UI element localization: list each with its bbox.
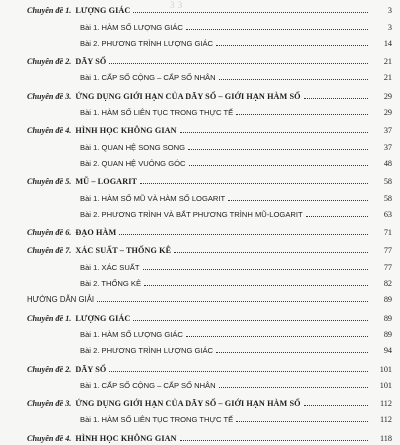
chapter-title: ỨNG DỤNG GIỚI HẠN CỦA DÃY SỐ – GIỚI HẠN HÀM SỐ: [75, 91, 301, 101]
page-number: 58: [383, 177, 392, 187]
dot-leader: [174, 252, 368, 253]
page-number: 37: [383, 126, 392, 136]
dot-leader: [186, 336, 368, 337]
dot-leader: [180, 132, 368, 133]
toc-chapter-row: [0, 308, 400, 324]
page-number: 94: [383, 346, 392, 356]
page-number: 48: [383, 158, 392, 168]
lesson-title: Bài 1. QUAN HỆ SONG SONG: [80, 142, 186, 152]
page-number: 29: [383, 91, 392, 101]
toc-lesson-row: [0, 17, 400, 33]
dot-leader: [188, 149, 368, 150]
toc-entry-text: [0, 314, 130, 323]
page-number: 112: [380, 415, 392, 425]
page-number: 118: [380, 433, 392, 443]
chapter-label: Chuyên đề 1.: [27, 313, 72, 323]
chapter-title: HÌNH HỌC KHÔNG GIAN: [75, 433, 177, 443]
chapter-label: Chuyên đề 6.: [27, 228, 72, 238]
toc-entry-text: [0, 143, 185, 152]
toc-chapter-row: [0, 223, 400, 239]
toc-entry-text: [0, 263, 140, 272]
toc-lesson-row: [0, 34, 400, 50]
chapter-title: HÌNH HỌC KHÔNG GIAN: [75, 126, 177, 136]
toc-entry-text: [0, 330, 183, 339]
toc-entry-text: [0, 39, 213, 48]
page-number: 21: [383, 73, 392, 83]
toc-entry-text: [0, 295, 94, 304]
page-number: 112: [380, 399, 392, 409]
toc-lesson-row: [0, 410, 400, 426]
dot-leader: [109, 63, 368, 64]
toc-lesson-row: [0, 341, 400, 357]
toc-chapter-row: [0, 172, 400, 188]
page-number: 77: [383, 246, 392, 256]
chapter-title: DÃY SỐ: [75, 57, 107, 67]
dot-leader: [304, 405, 368, 406]
toc-chapter-row: [0, 121, 400, 137]
toc-lesson-row: [0, 188, 400, 204]
dot-leader: [219, 79, 368, 80]
dot-leader: [228, 200, 368, 201]
toc-entry-text: [0, 228, 116, 237]
page-number: 82: [383, 279, 392, 289]
chapter-title: LƯỢNG GIÁC: [75, 6, 131, 16]
dot-leader: [306, 216, 368, 217]
dot-leader: [97, 301, 368, 302]
page-number: 21: [383, 57, 392, 67]
toc-entry-text: [0, 434, 177, 443]
lesson-title: Bài 1. CẤP SỐ CỘNG – CẤP SỐ NHÂN: [80, 73, 216, 83]
toc-entry-text: [0, 210, 303, 219]
chapter-label: Chuyên đề 7.: [27, 246, 72, 256]
dot-leader: [133, 12, 368, 13]
lesson-title: Bài 2. THỐNG KÊ: [80, 279, 142, 289]
dot-leader: [144, 285, 368, 286]
table-of-contents: [0, 1, 400, 445]
toc-section-row: [0, 290, 400, 306]
page-number: 89: [383, 313, 392, 323]
dot-leader: [180, 440, 368, 441]
lesson-title: Bài 1. HÀM SỐ LIÊN TỤC TRONG THỰC TẾ: [80, 108, 234, 118]
chapter-title: ỨNG DỤNG GIỚI HẠN CỦA DÃY SỐ – GIỚI HẠN HÀM SỐ: [75, 399, 301, 409]
page-number: 3: [387, 6, 392, 16]
chapter-label: Chuyên đề 4.: [27, 126, 72, 136]
chapter-label: Chuyên đề 2.: [27, 364, 72, 374]
dot-leader: [119, 234, 368, 235]
chapter-title: MŨ – LOGARIT: [75, 177, 138, 187]
dot-leader: [236, 114, 368, 115]
toc-lesson-row: [0, 325, 400, 341]
toc-entry-text: [0, 23, 183, 32]
page-number: 58: [383, 193, 392, 203]
toc-lesson-row: [0, 205, 400, 221]
toc-lesson-row: [0, 103, 400, 119]
page-number: 14: [383, 38, 392, 48]
chapter-title: ĐẠO HÀM: [75, 228, 117, 238]
page-number: 29: [383, 108, 392, 118]
toc-chapter-row: [0, 1, 400, 17]
lesson-title: Bài 1. CẤP SỐ CỘNG – CẤP SỐ NHÂN: [80, 380, 216, 390]
toc-entry-text: [0, 194, 225, 203]
toc-entry-text: [0, 92, 301, 101]
dot-leader: [133, 320, 368, 321]
toc-entry-text: [0, 73, 216, 82]
toc-entry-text: [0, 415, 233, 424]
chapter-title: XÁC SUẤT – THỐNG KÊ: [75, 246, 172, 256]
toc-entry-text: [0, 346, 213, 355]
toc-entry-text: [0, 126, 177, 135]
page-number: 3: [387, 22, 392, 32]
toc-chapter-row: [0, 86, 400, 102]
dot-leader: [216, 352, 368, 353]
dot-leader: [189, 165, 369, 166]
chapter-label: Chuyên đề 5.: [27, 177, 72, 187]
toc-entry-text: [0, 159, 186, 168]
page-number: 89: [383, 295, 392, 305]
lesson-title: Bài 1. HÀM SỐ LƯỢNG GIÁC: [80, 22, 183, 32]
toc-entry-text: [0, 108, 233, 117]
toc-chapter-row: [0, 394, 400, 410]
lesson-title: Bài 1. XÁC SUẤT: [80, 262, 140, 272]
toc-chapter-row: [0, 241, 400, 257]
toc-entry-text: [0, 279, 141, 288]
toc-entry-text: [0, 365, 106, 374]
page-number: 89: [383, 329, 392, 339]
toc-chapter-row: [0, 359, 400, 375]
page-number: 77: [383, 262, 392, 272]
chapter-label: Chuyên đề 4.: [27, 433, 72, 443]
toc-entry-text: [0, 6, 130, 15]
page-number: 37: [383, 142, 392, 152]
dot-leader: [140, 183, 368, 184]
toc-chapter-row: [0, 428, 400, 444]
section-title: HƯỚNG DẪN GIẢI: [27, 295, 95, 305]
bleed-through-text: 3 3: [170, 0, 183, 10]
toc-entry-text: [0, 57, 106, 66]
dot-leader: [216, 45, 368, 46]
lesson-title: Bài 2. PHƯƠNG TRÌNH LƯỢNG GIÁC: [80, 38, 214, 48]
chapter-label: Chuyên đề 1.: [27, 6, 72, 16]
lesson-title: Bài 1. HÀM SỐ LƯỢNG GIÁC: [80, 329, 183, 339]
toc-entry-text: [0, 246, 171, 255]
toc-chapter-row: [0, 52, 400, 68]
dot-leader: [109, 371, 368, 372]
toc-lesson-row: [0, 376, 400, 392]
lesson-title: Bài 2. QUAN HỆ VUÔNG GÓC: [80, 158, 186, 168]
toc-lesson-row: [0, 257, 400, 273]
chapter-title: LƯỢNG GIÁC: [75, 313, 131, 323]
lesson-title: Bài 2. PHƯƠNG TRÌNH LƯỢNG GIÁC: [80, 346, 214, 356]
dot-leader: [219, 387, 368, 388]
page-number: 63: [383, 209, 392, 219]
lesson-title: Bài 1. HÀM SỐ LIÊN TỤC TRONG THỰC TẾ: [80, 415, 234, 425]
dot-leader: [143, 269, 368, 270]
dot-leader: [186, 29, 368, 30]
toc-entry-text: [0, 177, 137, 186]
dot-leader: [236, 421, 368, 422]
toc-lesson-row: [0, 68, 400, 84]
lesson-title: Bài 1. HÀM SỐ MŨ VÀ HÀM SỐ LOGARIT: [80, 193, 226, 203]
toc-lesson-row: [0, 154, 400, 170]
toc-entry-text: [0, 381, 216, 390]
page-number: 71: [383, 228, 392, 238]
chapter-label: Chuyên đề 3.: [27, 91, 72, 101]
chapter-label: Chuyên đề 3.: [27, 399, 72, 409]
page-number: 101: [379, 364, 392, 374]
toc-lesson-row: [0, 274, 400, 290]
chapter-title: DÃY SỐ: [75, 364, 107, 374]
lesson-title: Bài 2. PHƯƠNG TRÌNH VÀ BẤT PHƯƠNG TRÌNH MŨ-LOGARIT: [80, 209, 303, 219]
page-number: 101: [379, 380, 392, 390]
toc-entry-text: [0, 399, 301, 408]
dot-leader: [304, 98, 368, 99]
toc-lesson-row: [0, 137, 400, 153]
chapter-label: Chuyên đề 2.: [27, 57, 72, 67]
